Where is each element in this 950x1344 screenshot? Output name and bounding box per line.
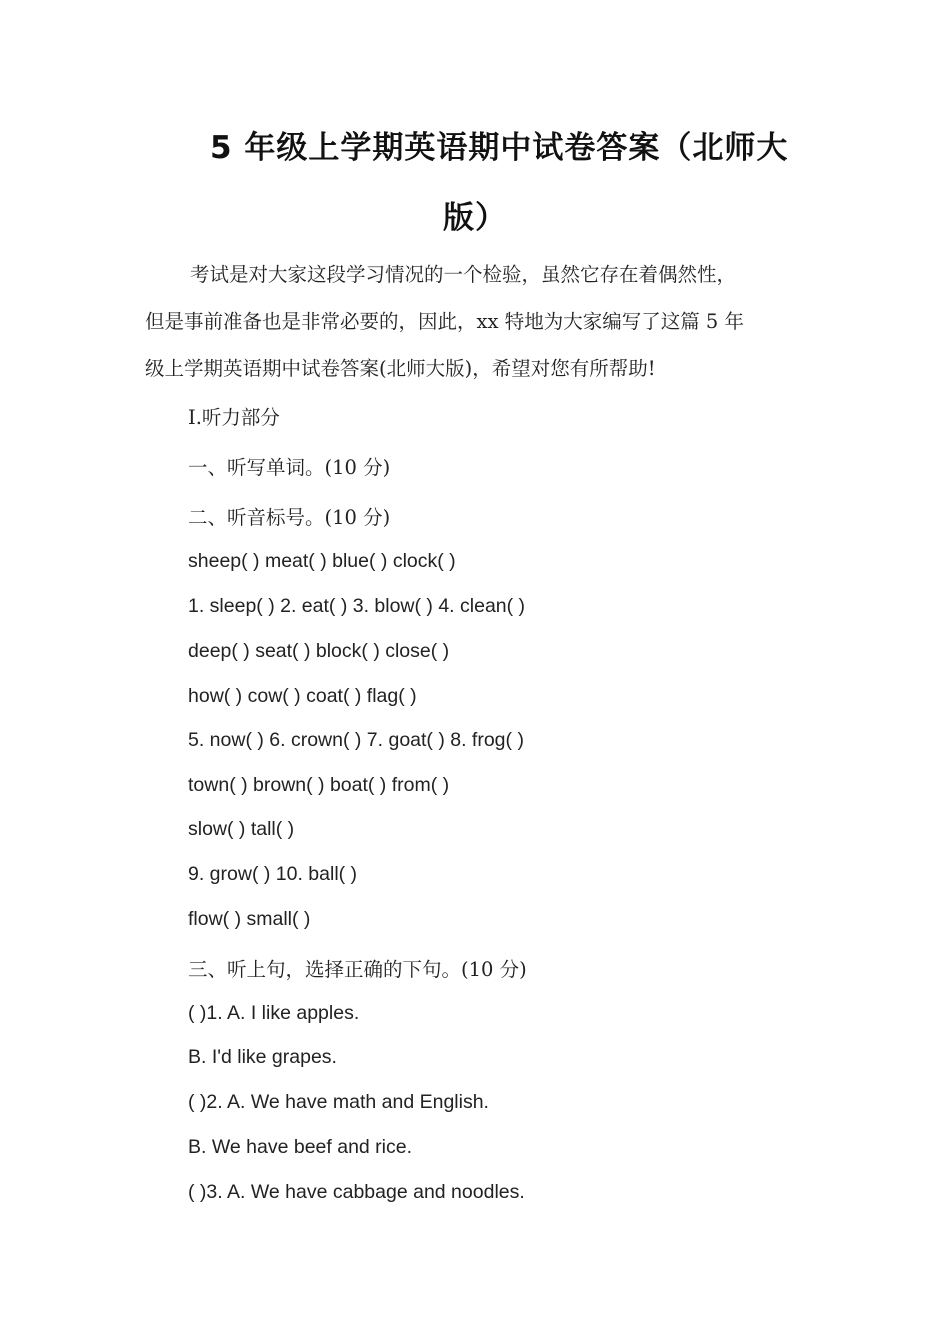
intro-line-2: 但是事前准备也是非常必要的，因此，xx 特地为大家编写了这篇 5 年 [145, 310, 744, 333]
word-row: 9. grow( ) 10. ball( ) [188, 863, 358, 885]
answer-option: B. I'd like grapes. [188, 1046, 337, 1068]
word-row: flow( ) small( ) [188, 908, 311, 930]
word-row: 5. now( ) 6. crown( ) 7. goat( ) 8. frog( ) [188, 729, 524, 751]
answer-option: ( )3. A. We have cabbage and noodles. [188, 1181, 525, 1203]
word-row: deep( ) seat( ) block( ) close( ) [188, 640, 450, 662]
word-row: sheep( ) meat( ) blue( ) clock( ) [188, 550, 456, 572]
intro-line-1: 考试是对大家这段学习情况的一个检验，虽然它存在着偶然性， [190, 263, 737, 286]
answer-option: B. We have beef and rice. [188, 1136, 413, 1158]
section-listening-heading: I.听力部分 [188, 406, 280, 429]
answer-option: ( )2. A. We have math and English. [188, 1091, 489, 1113]
word-row: how( ) cow( ) coat( ) flag( ) [188, 685, 417, 707]
word-row: 1. sleep( ) 2. eat( ) 3. blow( ) 4. clean( ) [188, 595, 526, 617]
word-row: slow( ) tall( ) [188, 818, 295, 840]
word-row: town( ) brown( ) boat( ) from( ) [188, 774, 450, 796]
question-2-heading: 二、听音标号。(10 分) [188, 506, 391, 529]
question-1-heading: 一、听写单词。(10 分) [188, 456, 391, 479]
document-title-line-2: 版） [443, 200, 507, 236]
document-title-line-1: 5 年级上学期英语期中试卷答案（北师大 [210, 130, 789, 166]
answer-option: ( )1. A. I like apples. [188, 1002, 360, 1024]
intro-line-3: 级上学期英语期中试卷答案(北师大版)，希望对您有所帮助! [145, 357, 656, 380]
question-3-heading: 三、听上句，选择正确的下句。(10 分) [188, 958, 527, 981]
